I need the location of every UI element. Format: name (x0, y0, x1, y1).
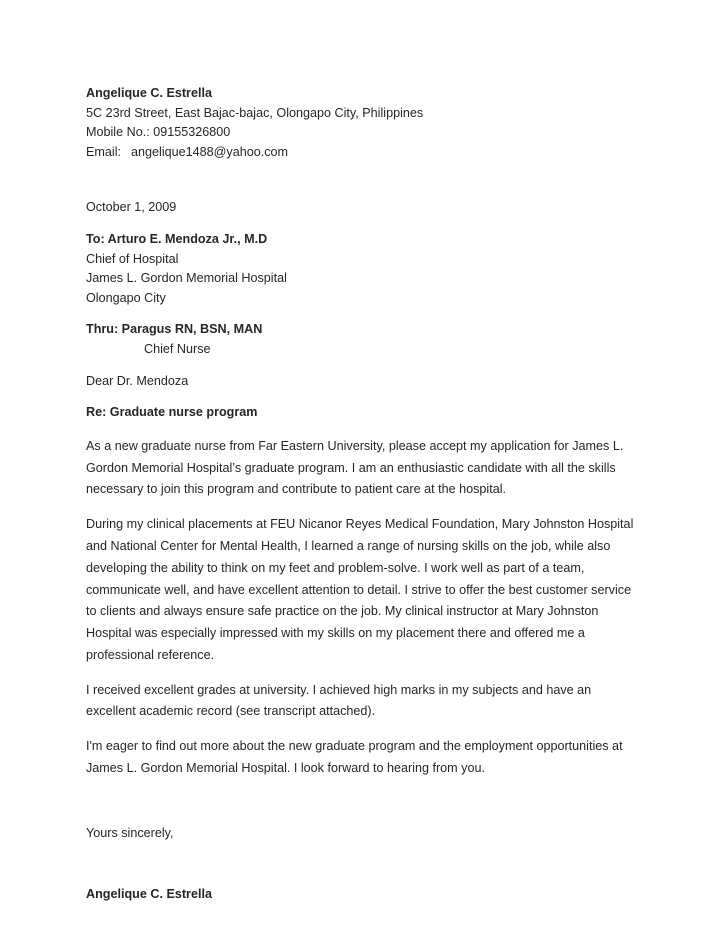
thru-role-line (86, 340, 642, 360)
spacer-before-closing (86, 780, 642, 824)
spacer-paragraph-1 (86, 501, 642, 514)
spacer-after-salutation (86, 391, 642, 403)
recipient-city: Olongapo City (86, 290, 166, 305)
sender-email-line (86, 143, 642, 163)
spacer-after-date (86, 218, 642, 230)
thru-block (86, 320, 642, 359)
email-tab-spacer (121, 143, 131, 163)
spacer-after-thru (86, 360, 642, 372)
letter-body (86, 84, 642, 905)
closing-line: Yours sincerely, (86, 825, 174, 840)
thru-line: Thru: Paragus RN, BSN, MAN (86, 322, 263, 337)
salutation: Dear Dr. Mendoza (86, 373, 189, 388)
recipient-to-line: To: Arturo E. Mendoza Jr., M.D (86, 231, 268, 246)
sender-address: 5C 23rd Street, East Bajac-bajac, Olongapo City, Philippines (86, 105, 424, 120)
subject-line: Re: Graduate nurse program (86, 405, 258, 420)
recipient-title: Chief of Hospital (86, 251, 179, 266)
letter-date: October 1, 2009 (86, 200, 177, 215)
email-label: Email: (86, 144, 121, 159)
paragraph-2: During my clinical placements at FEU Nicanor Reyes Medical Foundation, Mary Johnston Hospital and National Center for Mental Health, I learned a range of nursing skills on the job, while also developing the ability to think on my feet and problem-solve. I work well as part of a team, communicate well, and have excellent attention to detail. I strive to offer the best customer service to clients and always ensure safe practice on the job. My clinical instructor at Mary Johnston Hospital was especially impressed with my skills on my placement there and offered me a professional reference. (86, 517, 634, 662)
spacer-paragraph-3 (86, 723, 642, 736)
spacer-paragraph-2 (86, 667, 642, 680)
paragraph-3: I received excellent grades at university. I achieved high marks in my subjects and have an excellent academic record (see transcript attached). (86, 682, 592, 719)
spacer-after-recipient (86, 308, 642, 320)
paragraph-4: I'm eager to find out more about the new graduate program and the employment opportunities at James L. Gordon Memorial Hospital. I look forward to hearing from you. (86, 739, 623, 776)
spacer-after-sender (86, 162, 642, 198)
recipient-organization: James L. Gordon Memorial Hospital (86, 271, 287, 286)
spacer-after-subject (86, 423, 642, 436)
thru-indent-spacer (86, 340, 144, 360)
thru-role: Chief Nurse (144, 341, 211, 356)
email-value: angelique1488@yahoo.com (131, 144, 289, 159)
sender-mobile: Mobile No.: 09155326800 (86, 125, 231, 140)
spacer-before-signature (86, 843, 642, 885)
sender-block (86, 84, 642, 162)
signature-name: Angelique C. Estrella (86, 887, 212, 902)
sender-name: Angelique C. Estrella (86, 86, 212, 100)
paragraph-1: As a new graduate nurse from Far Eastern University, please accept my application for James L. Gordon Memorial Hospital’s graduate program. I am an enthusiastic candidate with all the skills necessary to join this program and contribute to patient care at the hospital. (86, 438, 624, 497)
recipient-block (86, 230, 642, 308)
